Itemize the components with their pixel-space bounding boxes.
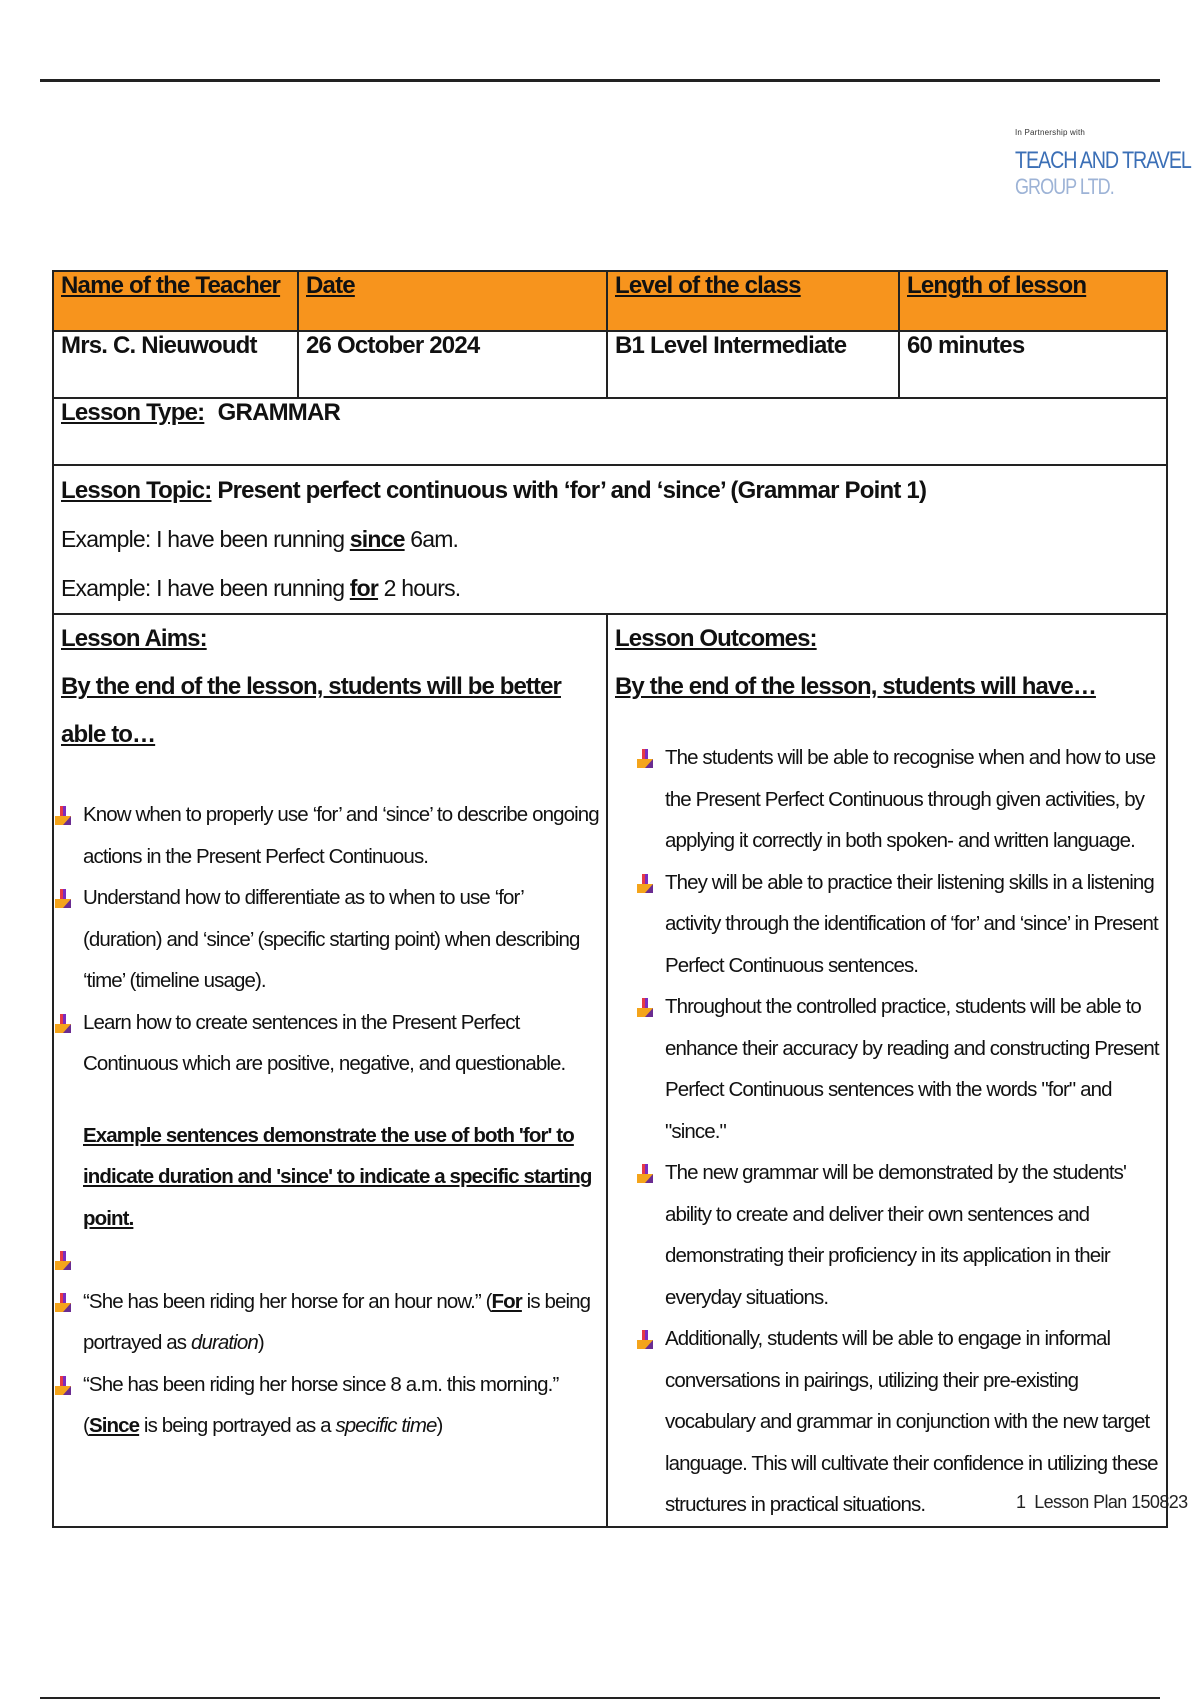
header-row — [53, 271, 1167, 331]
outcome-text: The new grammar will be demonstrated by the students' ability to create and deliver their own sentences and demonstrating their proficiency in its application in their everyday situations. — [665, 1161, 1126, 1309]
arrow-bullet-icon — [637, 874, 653, 894]
top-rule — [40, 79, 1160, 82]
example-1-text: “She has been riding her horse for an hour now.” ( — [83, 1289, 492, 1313]
aims-subheading: By the end of the lesson, students will be better able to… — [61, 673, 561, 748]
outcome-text: Throughout the controlled practice, students will be able to enhance their accuracy by reading and constructing Present Perfect Continuous sentences with the words "for" and "since." — [665, 995, 1159, 1143]
aims-outcomes-row — [53, 614, 1167, 1527]
example-heading: Example sentences demonstrate the use of both 'for' to indicate duration and 'since' to indicate a specific starting point. — [83, 1123, 592, 1230]
outcomes-subheading: By the end of the lesson, students will have… — [615, 673, 1096, 700]
aims-list — [61, 794, 599, 1085]
lesson-topic-row — [53, 465, 1167, 614]
arrow-bullet-icon — [637, 1164, 653, 1184]
teacher-value: Mrs. C. Nieuwoudt — [53, 331, 298, 398]
topic-example-1-text: Example: I have been running — [61, 526, 350, 552]
outcome-text: Additionally, students will be able to engage in informal conversations in pairings, utilizing their pre-existing vocabulary and grammar in conjunction with the new target language. This will cultivate their confidence in utilizing these structures in practical situations. — [665, 1327, 1158, 1516]
level-value: B1 Level Intermediate — [607, 331, 899, 398]
example-2-end: ) — [436, 1414, 443, 1437]
teacher-header-cell — [53, 271, 298, 331]
aim-text: Understand how to differentiate as to when to use ‘for’ (duration) and ‘since’ (specific starting point) when describing ‘time’ (timeline usage). — [83, 886, 580, 992]
topic-example-1 — [61, 515, 1159, 564]
footer-text: Lesson Plan 150823 — [1034, 1492, 1188, 1512]
length-label: Length of lesson — [907, 272, 1087, 299]
logo-partnership-text: In Partnership with — [1015, 128, 1086, 137]
outcome-text: The students will be able to recognise when and how to use the Present Perfect Continuous through given activities, by applying it correctly in both spoken- and written language. — [665, 746, 1156, 852]
lesson-topic-value: Present perfect continuous with ‘for’ and ‘since’ (Grammar Point 1) — [217, 477, 927, 504]
page-footer — [1016, 1492, 1188, 1513]
arrow-bullet-icon — [55, 1014, 71, 1034]
example-1-end: ) — [257, 1331, 264, 1354]
lesson-topic-label: Lesson Topic: — [61, 477, 212, 504]
lesson-type-label: Lesson Type: — [61, 399, 205, 426]
arrow-bullet-icon — [637, 998, 653, 1018]
lesson-type-value: GRAMMAR — [217, 399, 341, 426]
example-1-emphasis: duration — [190, 1331, 258, 1354]
length-value: 60 minutes — [899, 331, 1167, 398]
list-item — [643, 737, 1159, 862]
list-item — [61, 1364, 599, 1447]
outcomes-heading: Lesson Outcomes: — [615, 625, 817, 652]
arrow-bullet-icon — [55, 806, 71, 826]
arrow-bullet-icon — [55, 889, 71, 909]
lesson-topic-line — [61, 466, 1159, 515]
topic-example-2-end: 2 hours. — [378, 575, 461, 601]
list-item — [61, 1002, 599, 1085]
level-header-cell — [607, 271, 899, 331]
info-row — [53, 331, 1167, 398]
arrow-bullet-icon — [637, 749, 653, 769]
partner-logo — [1015, 128, 1191, 199]
list-item — [61, 1281, 599, 1364]
example-2-keyword: Since — [88, 1414, 140, 1437]
length-header-cell — [899, 271, 1167, 331]
lesson-plan-table — [52, 270, 1168, 1528]
date-label: Date — [306, 272, 355, 299]
example-2-emphasis: specific time — [335, 1414, 437, 1437]
outcome-text: They will be able to practice their listening skills in a listening activity through the identification of ‘for’ and ‘since’ in Present Perfect Continuous sentences. — [665, 870, 1158, 977]
logo-sub-text: GROUP LTD. — [1015, 174, 1114, 199]
list-item — [643, 862, 1159, 987]
list-item — [61, 794, 599, 877]
lesson-topic-cell — [53, 465, 1167, 614]
aims-heading: Lesson Aims: — [61, 625, 207, 652]
aim-text: Learn how to create sentences in the Present Perfect Continuous which are positive, negative, and questionable. — [83, 1010, 566, 1075]
topic-example-2-text: Example: I have been running — [61, 575, 350, 601]
lesson-aims-cell — [53, 614, 607, 1527]
list-item — [61, 877, 599, 1002]
arrow-bullet-icon — [55, 1376, 71, 1396]
bottom-rule — [40, 1697, 1160, 1699]
outcomes-list — [615, 737, 1159, 1526]
topic-example-1-end: 6am. — [404, 526, 459, 552]
list-item — [643, 1152, 1159, 1318]
example-1-keyword: For — [491, 1289, 522, 1313]
list-item — [643, 986, 1159, 1152]
date-value: 26 October 2024 — [298, 331, 607, 398]
aim-text: Know when to properly use ‘for’ and ‘since’ to describe ongoing actions in the Present Perfect Continuous. — [83, 803, 599, 868]
list-item — [61, 1239, 599, 1281]
level-label: Level of the class — [615, 272, 801, 299]
arrow-bullet-icon — [637, 1330, 653, 1350]
topic-example-2 — [61, 564, 1159, 613]
example-1-mid: is being portrayed as — [83, 1289, 591, 1354]
teacher-label: Name of the Teacher — [61, 272, 281, 299]
topic-example-2-keyword: for — [349, 575, 379, 601]
lesson-type-row — [53, 398, 1167, 465]
example-2-text: “She has been riding her horse since 8 a.m. this morning.” ( — [83, 1372, 559, 1437]
lesson-type-cell — [53, 398, 1167, 465]
lesson-outcomes-cell — [607, 614, 1167, 1527]
arrow-bullet-icon — [55, 1293, 71, 1313]
arrow-bullet-icon — [55, 1251, 71, 1271]
topic-example-1-keyword: since — [349, 526, 405, 552]
date-header-cell — [298, 271, 607, 331]
example-2-mid: is being portrayed as a — [139, 1414, 336, 1437]
examples-list — [61, 1239, 599, 1447]
page-number: 1 — [1016, 1492, 1026, 1512]
logo-main-text: TEACH AND TRAVEL — [1015, 147, 1191, 174]
